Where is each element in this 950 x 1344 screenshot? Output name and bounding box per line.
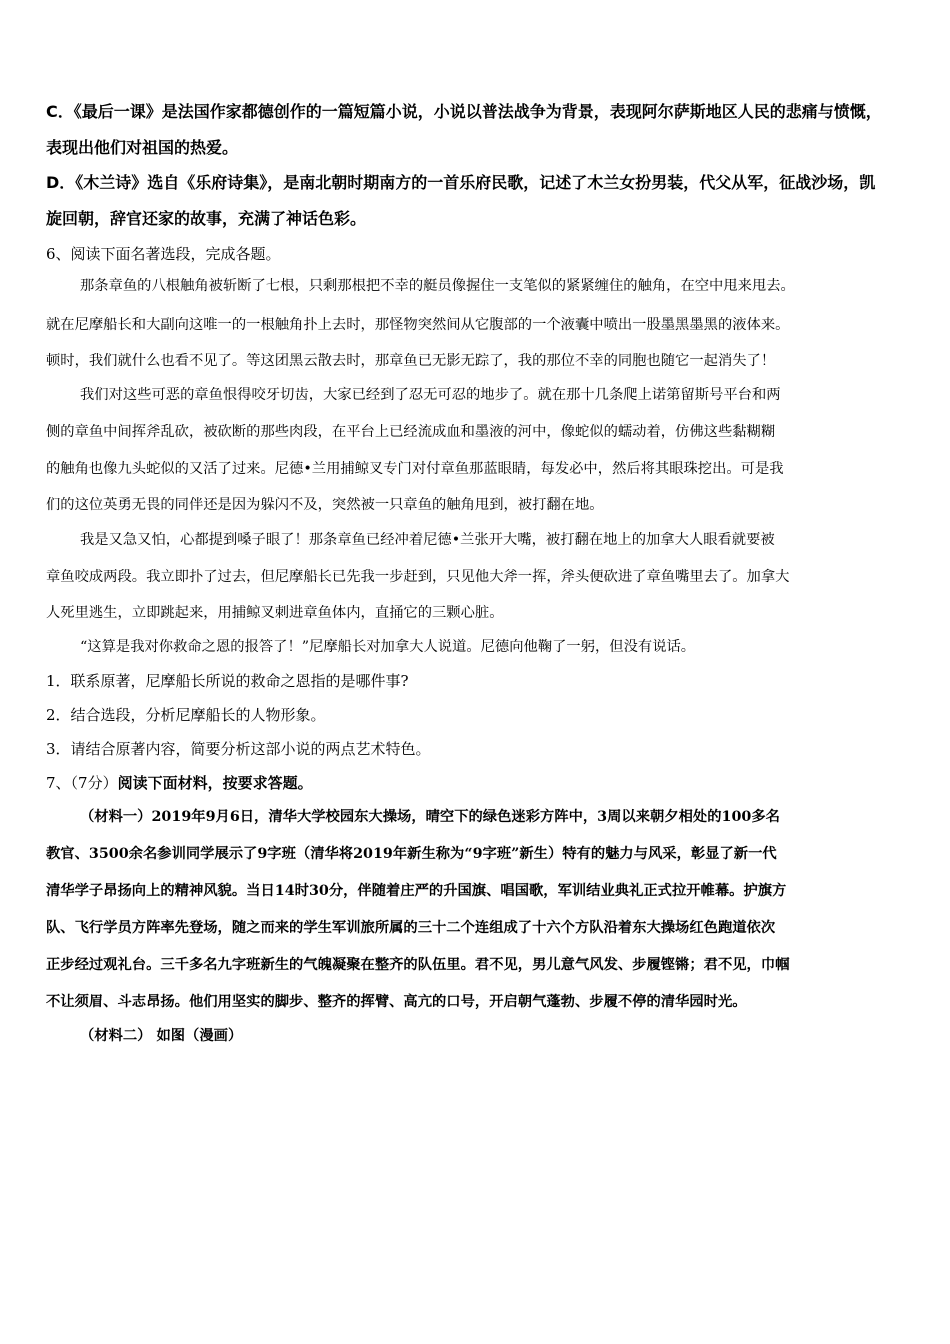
material-1-line: 不让须眉、斗志昂扬。他们用坚实的脚步、整齐的挥臂、高亢的口号，开启朝气蓬勃、步履不停的清华园时光。 bbox=[46, 994, 747, 1010]
material-1-line: （材料一）2019年9月6日，清华大学校园东大操场，晴空下的绿色迷彩方阵中，3周以来朝夕相处的100多名 bbox=[80, 809, 780, 825]
material-1-line: 清华学子昂扬向上的精神风貌。当日14时30分，伴随着庄严的升国旗、唱国歌，军训结业典礼正式拉开帷幕。护旗方 bbox=[46, 883, 787, 899]
passage-line: 那条章鱼的八根触角被斩断了七根，只剩那根把不幸的艇员像握住一支笔似的紧紧缠住的触角，在空中甩来甩去。 bbox=[80, 278, 795, 294]
sub-question-2: 2．结合选段，分析尼摩船长的人物形象。 bbox=[46, 706, 326, 724]
material-2-label: （材料二） 如图（漫画） bbox=[80, 1028, 243, 1044]
material-1-line: 教官、3500余名参训同学展示了9字班（清华将2019年新生称为“9字班”新生）特有的魅力与风采，彰显了新一代 bbox=[46, 846, 777, 862]
passage-line: 就在尼摩船长和大副向这唯一的一根触角扑上去时，那怪物突然间从它腹部的一个液囊中喷出一股墨黑墨黑的液体来。 bbox=[46, 317, 790, 333]
option-d-line-1: D．《木兰诗》选自《乐府诗集》，是南北朝时期南方的一首乐府民歌，记述了木兰女扮男装，代父从军，征战沙场，凯 bbox=[46, 173, 876, 192]
option-d-line-2: 旋回朝，辞官还家的故事，充满了神话色彩。 bbox=[46, 209, 367, 228]
passage-line: 我是又急又怕，心都提到嗓子眼了！那条章鱼已经冲着尼德•兰张开大嘴，被打翻在地上的加拿大人眼看就要被 bbox=[80, 532, 775, 548]
option-c-line-1: C．《最后一课》是法国作家都德创作的一篇短篇小说，小说以普法战争为背景，表现阿尔萨斯地区人民的悲痛与愤慨， bbox=[46, 102, 882, 121]
material-1-line: 队、飞行学员方阵率先登场，随之而来的学生军训旅所属的三十二个连组成了十六个方队沿着东大操场红色跑道依次 bbox=[46, 920, 776, 936]
sub-question-1: 1．联系原著，尼摩船长所说的救命之恩指的是哪件事? bbox=[46, 672, 409, 690]
question-7-title bbox=[46, 772, 916, 796]
question-7-instruction: 阅读下面材料，按要求答题。 bbox=[117, 774, 313, 792]
option-c-line-2: 表现出他们对祖国的热爱。 bbox=[46, 138, 239, 157]
passage-line: 的触角也像九头蛇似的又活了过来。尼德•兰用捕鲸叉专门对付章鱼那蓝眼睛，每发必中，然后将其眼珠挖出。可是我 bbox=[46, 461, 784, 477]
passage-line: 们的这位英勇无畏的同伴还是因为躲闪不及，突然被一只章鱼的触角甩到，被打翻在地。 bbox=[46, 497, 604, 513]
question-7-score: 7、（7分） bbox=[46, 774, 118, 792]
material-1-line: 正步经过观礼台。三千多名九字班新生的气魄凝聚在整齐的队伍里。君不见，男儿意气风发、步履铿锵；君不见，巾帼 bbox=[46, 957, 790, 973]
question-6-title: 6、阅读下面名著选段，完成各题。 bbox=[46, 245, 281, 263]
passage-line: 顿时，我们就什么也看不见了。等这团黑云散去时，那章鱼已无影无踪了，我的那位不幸的同胞也随它一起消失了！ bbox=[46, 353, 776, 369]
passage-line: 侧的章鱼中间挥斧乱砍，被砍断的那些肉段，在平台上已经流成血和墨液的河中，像蛇似的蠕动着，仿佛这些黏糊糊 bbox=[46, 424, 776, 440]
passage-line: 章鱼咬成两段。我立即扑了过去，但尼摩船长已先我一步赶到，只见他大斧一挥，斧头便砍进了章鱼嘴里去了。加拿大 bbox=[46, 569, 790, 585]
passage-line: 我们对这些可恶的章鱼恨得咬牙切齿，大家已经到了忍无可忍的地步了。就在那十几条爬上诺第留斯号平台和两 bbox=[80, 387, 781, 403]
sub-question-3: 3．请结合原著内容，简要分析这部小说的两点艺术特色。 bbox=[46, 740, 431, 758]
passage-line: “这算是我对你救命之恩的报答了！”尼摩船长对加拿大人说道。尼德向他鞠了一躬，但没有说话。 bbox=[80, 639, 696, 655]
passage-line: 人死里逃生，立即跳起来，用捕鲸叉刺进章鱼体内，直捅它的三颗心脏。 bbox=[46, 605, 504, 621]
